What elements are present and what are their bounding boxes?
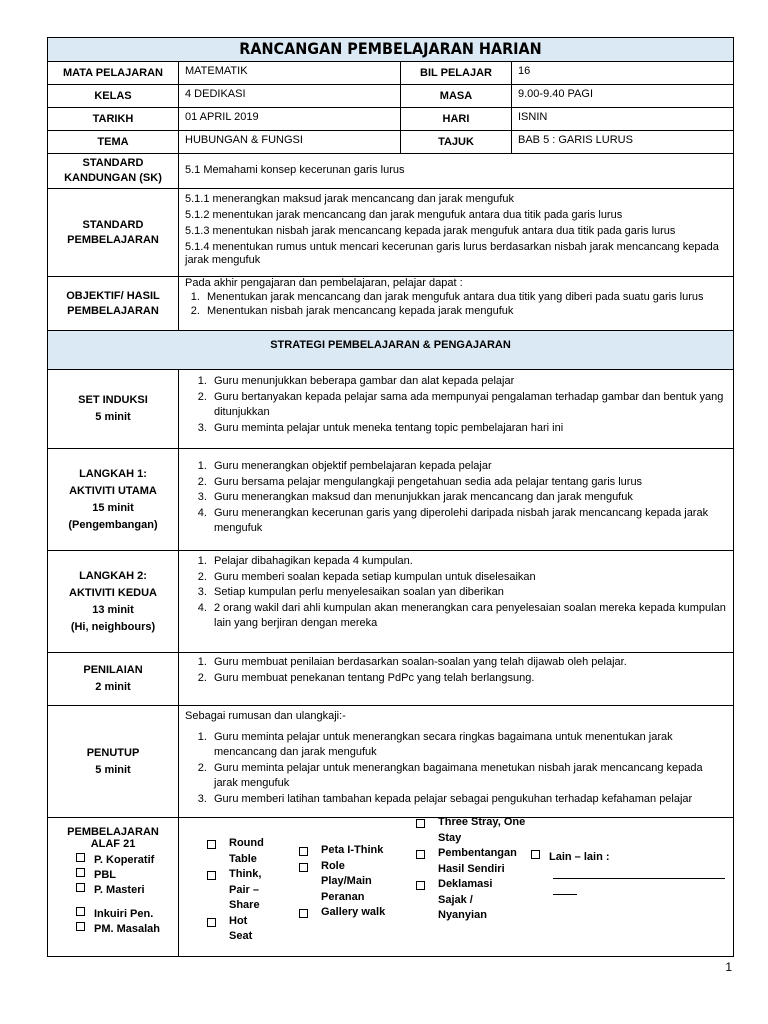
hari-value: ISNIN [518, 111, 548, 123]
option-peta-i-think[interactable]: Peta I-Think [299, 843, 409, 859]
page-number: 1 [725, 960, 732, 974]
tarikh-value: 01 APRIL 2019 [179, 108, 401, 130]
penilaian-duration: 2 minit [95, 681, 131, 693]
penutup-item: 2. Guru meminta pelajar untuk menerangkan bagaimana menetukan nisbah jarak mencancang kepada jarak mengufuk [210, 761, 727, 792]
lain-lain-line-1[interactable] [553, 878, 725, 879]
option-p-koperatif[interactable]: P. Koperatif [76, 853, 160, 868]
alaf21-label-cell [48, 818, 179, 956]
option-lain-lain[interactable] [531, 850, 610, 866]
tema-value: HUBUNGAN & FUNGSI [179, 131, 401, 153]
sk-value: 5.1 Memahami konsep kecerunan garis lurus [185, 164, 405, 176]
option-pbl[interactable]: PBL [76, 868, 160, 883]
checkbox-icon [76, 883, 85, 892]
option-think-pair-share[interactable]: Think, Pair – Share [207, 867, 267, 914]
set-induksi-duration: 5 minit [95, 411, 131, 423]
langkah1-content [179, 449, 733, 550]
bil-pelajar-value: 16 [518, 65, 531, 77]
checkbox-icon [207, 918, 216, 927]
penutup-intro: Sebagai rumusan dan ulangkaji:- [185, 710, 346, 722]
objektif-item: 2. Menentukan nisbah jarak mencancang kepada jarak mengufuk [203, 304, 727, 318]
penutup-item: 1. Guru meminta pelajar untuk menerangkan secara ringkas bagaimana untuk menentukan jarak mencancang dan jarak mengufuk [210, 730, 727, 761]
tajuk-value: BAB 5 : GARIS LURUS [518, 134, 633, 146]
lain-lain-label: Lain – lain : [549, 851, 610, 863]
alaf21-label-line1: PEMBELAJARAN [67, 826, 159, 838]
checkbox-icon [76, 922, 85, 931]
langkah1-label [48, 449, 179, 550]
sp-item: 5.1.2 menentukan jarak mencancang dan jarak mengufuk antara dua titik pada garis lurus [185, 209, 623, 221]
penutup-row [48, 706, 733, 818]
langkah1-item: 2. Guru bersama pelajar mengulangkaji pengetahuan sedia ada pelajar tentang garis lurus [210, 475, 727, 491]
option-three-stray[interactable]: Three Stray, One Stay [416, 815, 526, 846]
langkah2-duration: 13 minit [92, 603, 134, 616]
langkah1-item: 1. Guru menerangkan objektif pembelajaran kepada pelajar [210, 459, 727, 475]
sp-item: 5.1.4 menentukan rumus untuk mencari kecerunan garis lurus berdasarkan nisbah jarak mencancang kepada jarak mengufuk [185, 241, 719, 266]
langkah2-item: 4. 2 orang wakil dari ahli kumpulan akan menerangkan cara penyelesaian soalan mereka kepada kumpulan lain yang berjiran dengan mereka [210, 601, 727, 632]
penutup-content [179, 706, 733, 817]
sp-label-line1: STANDARD [82, 218, 144, 231]
langkah2-content [179, 551, 733, 652]
option-gallery-walk[interactable]: Gallery walk [299, 905, 409, 921]
title-row [48, 38, 733, 62]
checkbox-icon [531, 850, 540, 859]
checkbox-icon [416, 819, 425, 828]
set-induksi-content [179, 370, 733, 448]
objektif-label-line1: OBJEKTIF/ HASIL [66, 289, 160, 302]
langkah2-item: 1. Pelajar dibahagikan kepada 4 kumpulan. [210, 554, 727, 570]
sp-value-cell [179, 189, 733, 276]
langkah2-item: 3. Setiap kumpulan perlu menyelesaikan soalan yan diberikan [210, 585, 727, 601]
checkbox-icon [299, 909, 308, 918]
alaf21-col3 [416, 815, 526, 924]
checkbox-icon [207, 840, 216, 849]
option-p-masteri[interactable]: P. Masteri [76, 883, 160, 898]
option-round-table[interactable]: Round Table [207, 836, 267, 867]
tema-label: TEMA [48, 131, 179, 153]
alaf21-col2 [299, 843, 409, 921]
set-induksi-label-line1: SET INDUKSI [78, 394, 148, 406]
alaf21-row [48, 818, 733, 956]
penilaian-row [48, 653, 733, 706]
objektif-value-cell [179, 277, 733, 330]
langkah1-label-line2: AKTIVITI UTAMA [69, 484, 157, 497]
info-row-2 [48, 85, 733, 108]
objektif-intro: Pada akhir pengajaran dan pembelajaran, pelajar dapat : [185, 277, 463, 289]
kelas-value: 4 DEDIKASI [179, 85, 401, 107]
sp-item: 5.1.1 menerangkan maksud jarak mencancang dan jarak mengufuk [185, 193, 514, 205]
bil-pelajar-label: BIL PELAJAR [401, 62, 512, 84]
tarikh-label: TARIKH [48, 108, 179, 130]
masa-label: MASA [401, 85, 512, 107]
info-row-3 [48, 108, 733, 131]
info-row-1 [48, 62, 733, 85]
penutup-label [48, 706, 179, 817]
page-title: RANCANGAN PEMBELAJARAN HARIAN [239, 39, 542, 58]
mata-pelajaran-label: MATA PELAJARAN [48, 62, 179, 84]
mata-pelajaran-value: MATEMATIK [179, 62, 401, 84]
checkbox-icon [416, 850, 425, 859]
set-induksi-item: 3. Guru meminta pelajar untuk meneka tentang topic pembelajaran hari ini [210, 421, 727, 437]
objektif-label [48, 277, 179, 330]
checkbox-icon [299, 847, 308, 856]
langkah1-item: 3. Guru menerangkan maksud dan menunjukkan jarak mencancang dan jarak mengufuk [210, 490, 727, 506]
tajuk-label: TAJUK [401, 131, 512, 153]
set-induksi-item: 2. Guru bertanyakan kepada pelajar sama ada mempunyai pengalaman terhadap gambar dan bentuk yang ditunjukkan [210, 390, 727, 421]
option-pm-masalah[interactable]: PM. Masalah [76, 922, 160, 937]
penilaian-item: 2. Guru membuat penekanan tentang PdPc yang telah berlangsung. [210, 671, 727, 687]
checkbox-icon [416, 881, 425, 890]
info-row-4 [48, 131, 733, 154]
lesson-plan-table [47, 37, 734, 957]
checkbox-icon [76, 853, 85, 862]
set-induksi-label [48, 370, 179, 448]
option-pembentangan[interactable]: Pembentangan Hasil Sendiri [416, 846, 518, 877]
option-role-play[interactable]: Role Play/Main Peranan [299, 859, 385, 906]
alaf21-left-options [76, 853, 160, 937]
kelas-label: KELAS [48, 85, 179, 107]
sp-label-line2: PEMBELAJARAN [67, 233, 159, 246]
set-induksi-row [48, 370, 733, 449]
sk-label-line1: STANDARD [82, 157, 144, 170]
langkah1-row [48, 449, 733, 551]
checkbox-icon [76, 907, 85, 916]
checkbox-icon [299, 863, 308, 872]
sk-value-cell [179, 154, 733, 188]
langkah1-label-line1: LANGKAH 1: [79, 467, 147, 480]
alaf21-options-cell [179, 818, 733, 956]
langkah1-label-line4: (Pengembangan) [68, 518, 158, 531]
langkah2-row [48, 551, 733, 653]
option-deklamasi[interactable]: Deklamasi Sajak / Nyanyian [416, 877, 510, 924]
langkah2-label-line2: AKTIVITI KEDUA [69, 586, 157, 599]
penilaian-content [179, 653, 733, 705]
alaf21-col1 [207, 836, 267, 945]
hari-label: HARI [401, 108, 512, 130]
penilaian-label-line1: PENILAIAN [83, 664, 143, 676]
langkah2-label [48, 551, 179, 652]
option-hot-seat[interactable]: Hot Seat [207, 914, 267, 945]
checkbox-icon [76, 868, 85, 877]
langkah2-label-line4: (Hi, neighbours) [70, 620, 156, 633]
penilaian-label [48, 653, 179, 705]
set-induksi-item: 1. Guru menunjukkan beberapa gambar dan alat kepada pelajar [210, 374, 727, 390]
penutup-label-line1: PENUTUP [86, 746, 140, 759]
sk-label-line2: KANDUNGAN (SK) [64, 172, 162, 184]
penilaian-item: 1. Guru membuat penilaian berdasarkan soalan-soalan yang telah dijawab oleh pelajar. [210, 655, 727, 671]
option-inkuiri-pen[interactable]: Inkuiri Pen. [76, 907, 160, 922]
masa-value: 9.00-9.40 PAGI [518, 88, 594, 100]
penutup-item: 3. Guru memberi latihan tambahan kepada pelajar sebagai pengukuhan terhadap kefahaman pelajar [210, 792, 727, 808]
sp-label [48, 189, 179, 276]
langkah2-item: 2. Guru memberi soalan kepada setiap kumpulan untuk diselesaikan [210, 570, 727, 586]
langkah1-item: 4. Guru menerangkan kecerunan garis yang diperolehi daripada nisbah jarak mencancang kepada jarak mengufuk [210, 506, 727, 537]
checkbox-icon [207, 871, 216, 880]
alaf21-label-line2: ALAF 21 [90, 838, 136, 850]
penutup-duration: 5 minit [95, 763, 131, 776]
langkah2-label-line1: LANGKAH 2: [79, 569, 147, 582]
langkah1-duration: 15 minit [92, 501, 134, 514]
sk-row [48, 154, 733, 189]
sp-item: 5.1.3 menentukan nisbah jarak mencancang kepada jarak mengufuk antara dua titik pada garis lurus [185, 225, 676, 237]
sp-row [48, 189, 733, 277]
objektif-row [48, 277, 733, 331]
objektif-item: 1. Menentukan jarak mencancang dan jarak mengufuk antara dua titik yang diberi pada suatu garis lurus [203, 290, 727, 304]
lain-lain-line-2[interactable] [553, 894, 577, 895]
objektif-label-line2: PEMBELAJARAN [67, 304, 159, 317]
sk-label [48, 154, 179, 188]
strategi-heading: STRATEGI PEMBELAJARAN & PENGAJARAN [48, 331, 733, 370]
